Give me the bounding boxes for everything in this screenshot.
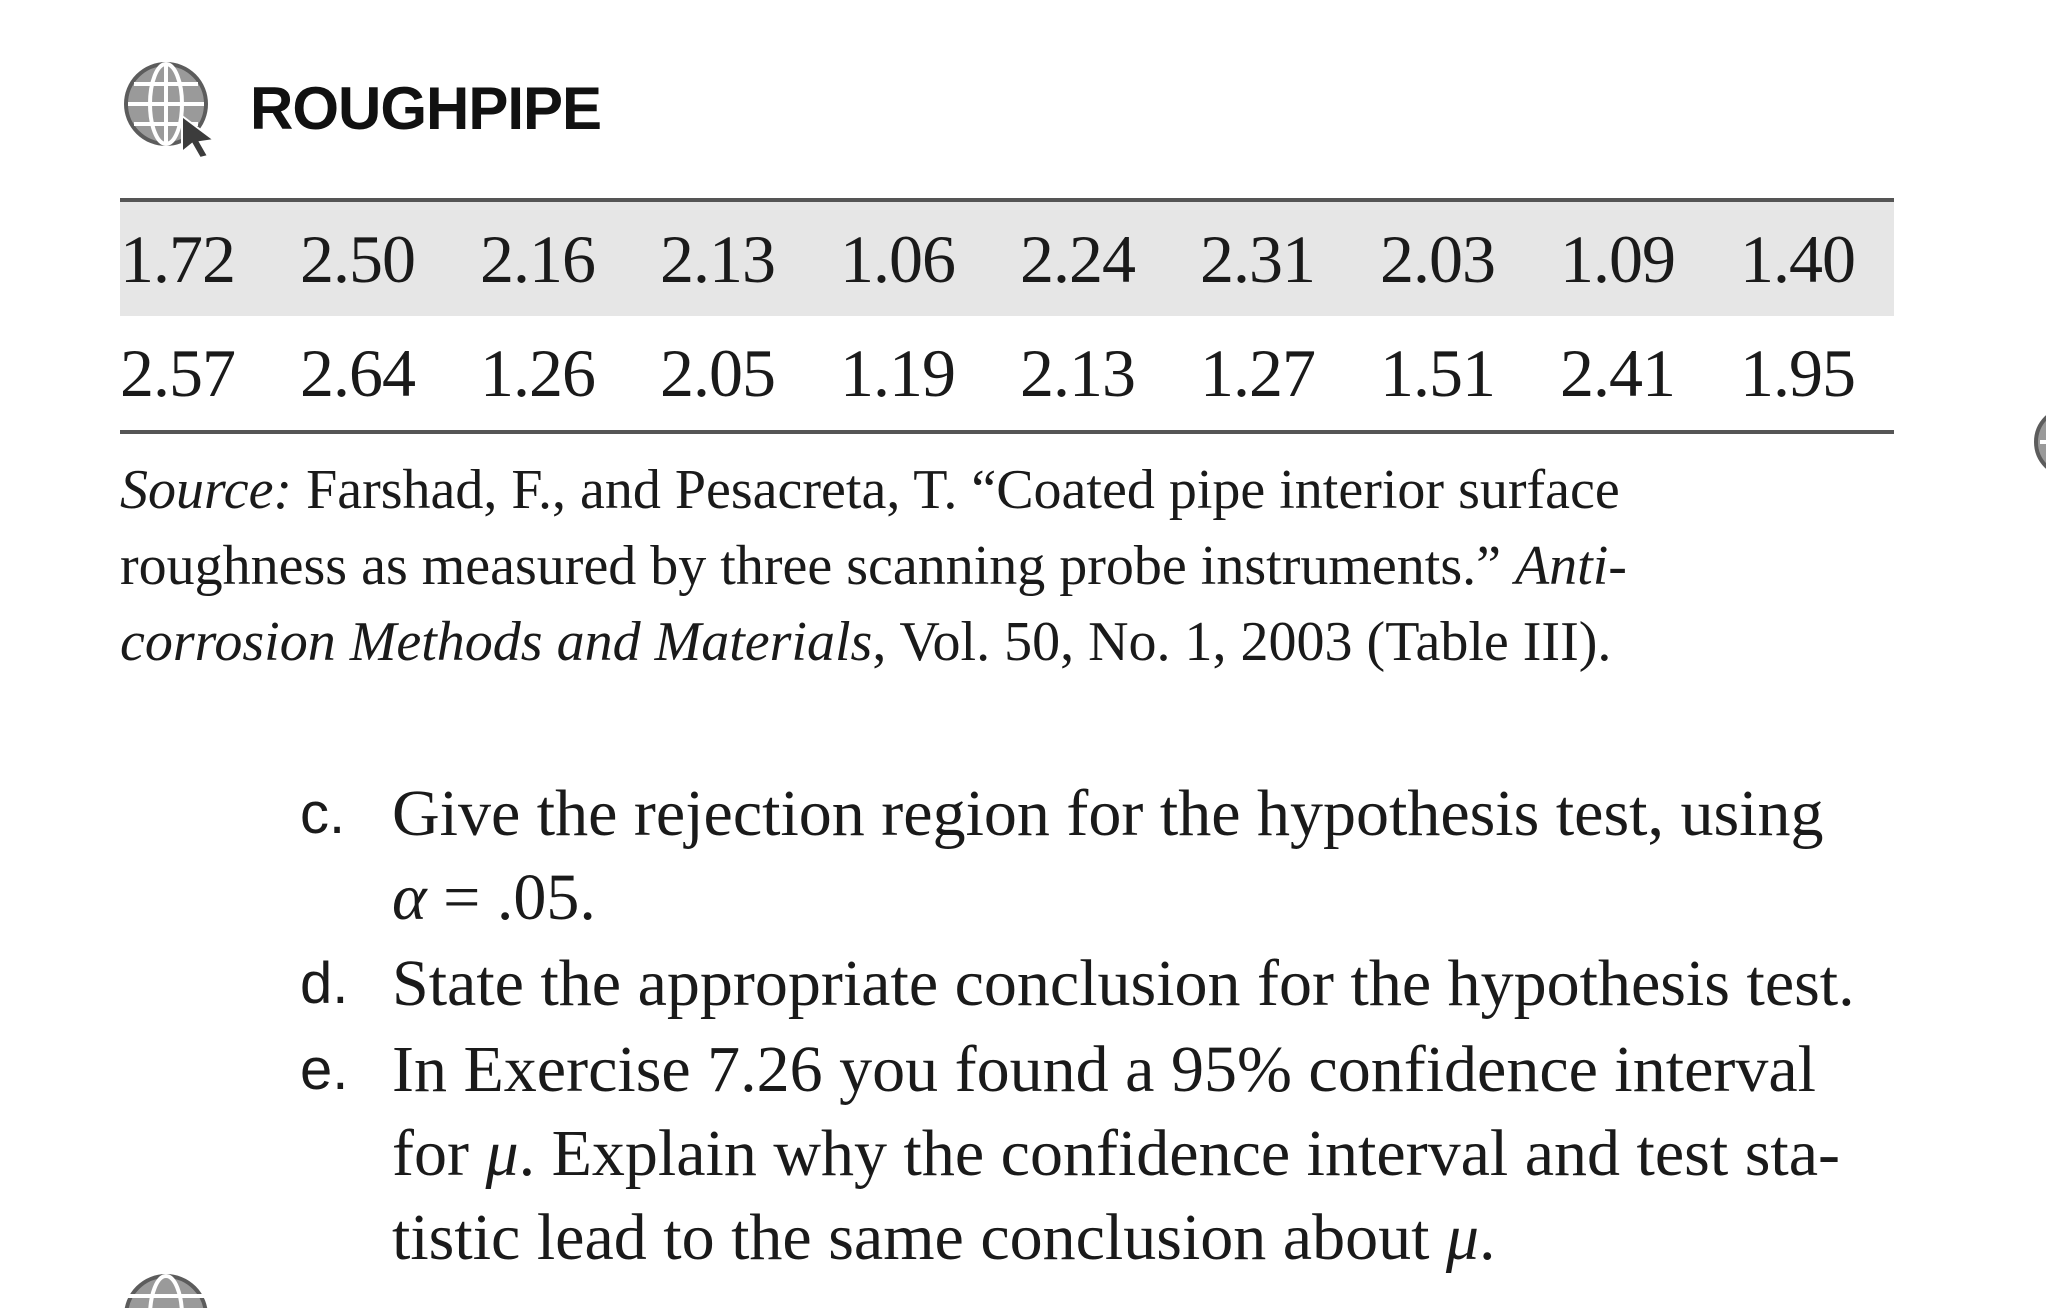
question-text: [392, 1028, 1900, 1280]
table-cell: 2.50: [300, 220, 415, 297]
data-table: [120, 198, 1894, 434]
table-cell: 1.51: [1380, 334, 1495, 411]
globe-icon-partial[interactable]: [2030, 402, 2046, 482]
table-row: [120, 202, 1894, 316]
table-cell: 2.57: [120, 334, 235, 411]
table-cell: 2.03: [1380, 220, 1495, 297]
table-cell: 1.09: [1560, 220, 1675, 297]
question-letter: c.: [300, 781, 346, 846]
question-line: Give the rejection region for the hypothesis test, using: [392, 777, 1824, 850]
globe-icon-partial[interactable]: [118, 1268, 214, 1308]
table-cell: 2.13: [660, 220, 775, 297]
source-citation: [120, 452, 1900, 680]
table-cell: 1.95: [1740, 334, 1855, 411]
table-cell: 2.13: [1020, 334, 1135, 411]
dataset-header: [120, 56, 601, 160]
citation-details: , Vol. 50, No. 1, 2003 (Table III).: [872, 611, 1612, 673]
mu-symbol: μ: [485, 1117, 519, 1190]
table-cell: 1.06: [840, 220, 955, 297]
table-cell: 2.31: [1200, 220, 1315, 297]
exercise-questions: [300, 772, 1900, 1282]
question-line: = .05.: [426, 861, 596, 934]
question-letter: d.: [300, 951, 349, 1016]
table-cell: 2.64: [300, 334, 415, 411]
journal-name: Anti-: [1514, 535, 1627, 597]
source-label: Source:: [120, 459, 293, 521]
table-cell: 1.26: [480, 334, 595, 411]
question-text: [392, 772, 1900, 940]
source-text: Farshad, F., and Pesacreta, T. “Coated pipe interior surface: [292, 459, 1620, 521]
alpha-symbol: α: [392, 861, 427, 934]
question-item: [300, 942, 1900, 1026]
question-line: .: [1479, 1201, 1496, 1274]
question-letter: e.: [300, 1037, 349, 1102]
question-line: for: [392, 1117, 486, 1190]
table-cell: 2.24: [1020, 220, 1135, 297]
table-cell: 2.16: [480, 220, 595, 297]
question-line: . Explain why the confidence interval and test sta-: [518, 1117, 1840, 1190]
table-cell: 1.27: [1200, 334, 1315, 411]
globe-cursor-icon[interactable]: [120, 58, 220, 158]
table-cell: 2.41: [1560, 334, 1675, 411]
question-line: In Exercise 7.26 you found a 95% confidence interval: [392, 1033, 1816, 1106]
mu-symbol: μ: [1445, 1201, 1480, 1274]
table-cell: 1.19: [840, 334, 955, 411]
question-item: [300, 1028, 1900, 1280]
journal-name: corrosion Methods and Materials: [120, 611, 873, 673]
table-cell: 1.40: [1740, 220, 1855, 297]
question-line: tistic lead to the same conclusion about: [392, 1201, 1446, 1274]
table-row: [120, 316, 1894, 430]
table-cell: 1.72: [120, 220, 235, 297]
table-cell: 2.05: [660, 334, 775, 411]
dataset-title: ROUGHPIPE: [250, 74, 602, 142]
question-text: State the appropriate conclusion for the hypothesis test.: [392, 947, 1855, 1020]
source-text: roughness as measured by three scanning probe instruments.”: [120, 535, 1515, 597]
question-item: [300, 772, 1900, 940]
